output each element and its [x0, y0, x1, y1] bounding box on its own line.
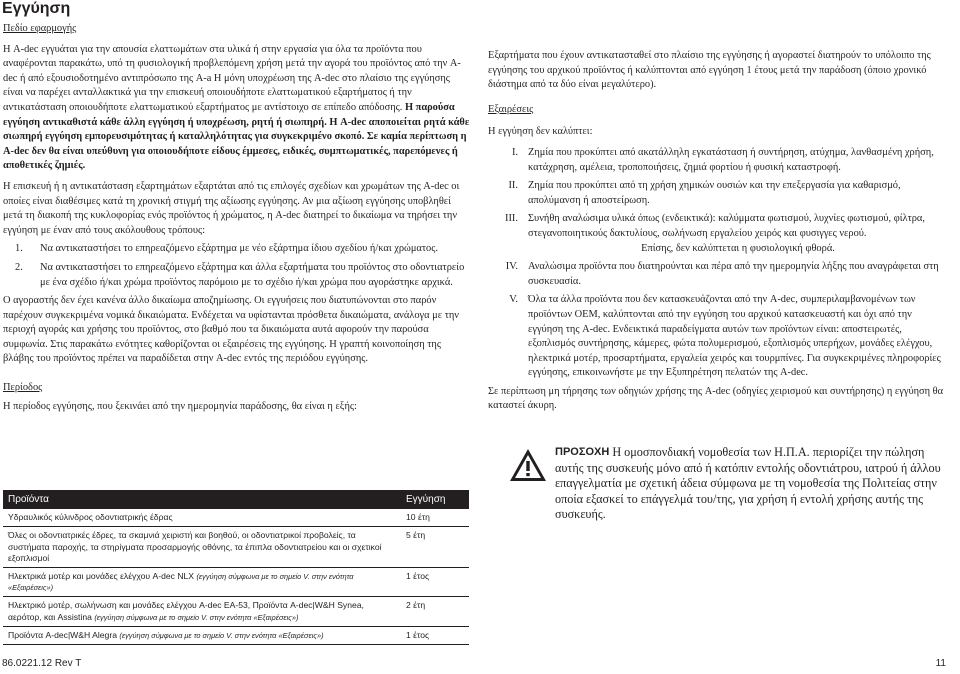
column-header-warranty: Εγγύηση	[401, 490, 469, 509]
scope-text: Η A-dec εγγυάται για την απουσία ελαττωμάτων στα υλικά ή στην εργασία για όλα τα προϊόντα που αναφέρονται παρακάτω, υπό τη φυσιολογική προβλεπόμενη χρήση μετά την αγορά του προϊόντος από την A-dec ή από εξουσιοδοτημένο αντιπρόσωπο της A-a Η μόνη υποχρέωση της A-dec στο πλαίσιο της εγγύησης είναι να παρέχει ανταλλακτικά για την επισκευή οποιουδήποτε ελαττωματικού εξαρτήματος ή την αντικατάσταση οποιουδήποτε ελαττωματικού εξαρτήματος με αντίστοιχο σε επίπεδο απόδοσης.	[3, 43, 461, 113]
list-item: 1. Να αντικαταστήσει το επηρεαζόμενο εξάρτημα με νέο εξάρτημα ίδιου σχεδίου ή/και χρώματος.	[15, 243, 438, 255]
list-item: I. Ζημία που προκύπτει από ακατάλληλη εγκατάσταση ή συντήρηση, ατύχημα, λανθασμένη χρήση, κατάχρηση, αμέλεια, τροποποιήσεις, ζημιά φορτίου ή φυσική καταστροφή.	[511, 146, 934, 173]
table-row: Όλες οι οδοντιατρικές έδρες, τα σκαμνιά χειριστή και βοηθού, οι οδοντιατρικοί προβολείς, τα συστήματα παροχής, τα στηρίγματα προσαρμογής οθόνης, τα έπιπλα οδοντιατρείου και οι σχετικοί εξοπλισμοί 5 έτη	[3, 527, 469, 568]
scope-paragraph-3: Ο αγοραστής δεν έχει κανένα άλλο δικαίωμα αποζημίωσης. Οι εγγυήσεις που διατυπώνονται στο παρόν παρέχουν συγκεκριμένα νομικά δικαιώματα. Ενδέχεται να υφίστανται πρόσθετα δικαιώματα, ανάλογα με την περιοχή αγοράς και χρήσης του προϊόντος, στο βαθμό που τα δικαιώματα αυτά αφορούν την παρούσα συμφωνία. Στις παρακάτω ενότητες καθορίζονται οι εξαιρέσεις της εγγύησης. Η γραπτή κοινοποίηση της βλάβης του προϊόντος πρέπει να παραδίδεται στην A-dec εντός της περιόδου εγγύησης.	[3, 295, 459, 365]
page-title: Εγγύηση	[2, 0, 71, 17]
period-heading: Περίοδος	[3, 382, 43, 394]
scope-paragraph-1	[3, 43, 472, 174]
replaced-parts-paragraph: Εξαρτήματα που έχουν αντικατασταθεί στο πλαίσιο της εγγύησης ή αγοραστεί διατηρούν το υπόλοιπο της εγγύησης του αρχικού προϊόντος ή καλύπτονται από εγγύηση 1 έτους μετά την παράδοση (όποιο χρονικό διάστημα από τα δύο είναι μεγαλύτερο).	[488, 50, 931, 91]
page-number: 11	[935, 658, 946, 669]
closing-paragraph: Σε περίπτωση μη τήρησης των οδηγιών χρήσης της A-dec (οδηγίες χειρισμού και συντήρησης) η εγγύηση θα καταστεί άκυρη.	[488, 385, 944, 412]
period-intro: Η περίοδος εγγύησης, που ξεκινάει από την ημερομηνία παράδοσης, θα είναι η εξής:	[3, 400, 357, 412]
caution-text: Η ομοσπονδιακή νομοθεσία των Η.Π.Α. περιορίζει την πώληση αυτής της συσκευής μόνο από ή κατόπιν εντολής οδοντιάτρου, ιατρού ή άλλου επαγγελματία με σχετική άδεια σύμφωνα με τη νομοθεσία της Πολιτείας στην οποία εξασκεί το επάγγελμά του/της, για χρήση ή εντολή χρήσης αυτής της συσκευής.	[555, 445, 941, 522]
left-column	[3, 22, 472, 414]
exclusions-list	[488, 146, 948, 381]
table-row: Ηλεκτρικό μοτέρ, σωλήνωση και μονάδες ελέγχου A-dec EA-53, Προϊόντα A-dec|W&H Synea, αερότορ, και Assistina (εγγύηση σύμφωνα με το σημείο V. στην ενότητα «Εξαιρέσεις») 2 έτη	[3, 597, 469, 626]
list-item: V. Όλα τα άλλα προϊόντα που δεν κατασκευάζονται από την A-dec, συμπεριλαμβανομένων των προϊόντων OEM, καλύπτονται από την εγγύηση του αρχικού κατασκευαστή και όχι από την εγγύηση της A-dec. Ενδεικτικά παραδείγματα αυτών των προϊόντων είναι: αποστειρωτές, εξοπλισμός συντήρησης, κάμερες, φώτα πολυμερισμού, εξοπλισμός υπερήχων, μονάδες ελέγχου, ηλεκτρικά μοτέρ, προσαρτήματα, εργαλεία χειρός και τουρμπίνες. Για συγκεκριμένες πληροφορίες εγγύησης, επικοινωνήστε με την Εξυπηρέτηση πελατών της A-dec.	[509, 294, 941, 379]
right-column	[488, 49, 948, 414]
table-header-row	[3, 490, 469, 509]
list-item: II. Ζημία που προκύπτει από τη χρήση χημικών ουσιών και την επεξεργασία για καθαρισμό, απολύμανση ή αποστείρωση.	[508, 180, 901, 206]
list-item: 2. Να αντικαταστήσει το επηρεαζόμενο εξάρτημα και άλλα εξαρτήματα του προϊόντος στο οδοντιατρείο με ένα σχέδιο ή/και χρώμα προϊόντος παρόμοιο με το σχέδιο ή/και χρώμα που αγοράστηκε αρχικά.	[15, 261, 465, 288]
list-item: III. Συνήθη αναλώσιμα υλικά όπως (ενδεικτικά): καλύμματα φωτισμού, λυχνίες φωτισμού, φίλτρα, στεγανοποιητικούς δακτυλίους, σωλήνωση εργαλείου χειρός και φυσιγγες νερού. Επίσης, δεν καλύπτεται η φυσιολογική φθορά.	[505, 213, 925, 254]
exclusions-intro: Η εγγύηση δεν καλύπτει:	[488, 126, 593, 138]
table-row: Ηλεκτρικά μοτέρ και μονάδες ελέγχου A-dec NLX (εγγύηση σύμφωνα με το σημείο V. στην ενότητα «Εξαιρέσεις») 1 έτος	[3, 568, 469, 597]
scope-disclaimer: Η παρούσα εγγύηση αντικαθιστά κάθε άλλη εγγύηση ή υποχρέωση, ρητή ή σιωπηρή. Η A-dec αποποιείται ρητά κάθε σιωπηρή εγγύηση εμπορευσιμότητας ή καταλληλότητας για συγκεκριμένο σκοπό. Σε καμία περίπτωση η A-dec δεν θα είναι υπεύθυνη για οποιουδήποτε είδους έμμεσες, ειδικές, συμπτωματικές, παρεπόμενες ή αποθετικές ζημιές.	[3, 101, 470, 172]
column-header-products: Προϊόντα	[3, 490, 401, 509]
replacement-options-list	[3, 242, 472, 290]
scope-paragraph-2: Η επισκευή ή η αντικατάσταση εξαρτημάτων εξαρτάται από τις επιλογές σχεδίων και χρωμάτων της A-dec οι οποίες είναι διαθέσιμες κατά τη χρονική στιγμή της αξίωσης εγγύησης. Αν μια αξίωση εγγύησης υποβληθεί μετά τη διακοπή της κυκλοφορίας ενός προϊόντος ή χρώματος, η A-dec διατηρεί το δικαίωμα να τηρήσει την εγγύηση με έναν από τους ακόλουθους τρόπους:	[3, 180, 460, 236]
caution-label: ΠΡΟΣΟΧΗ	[555, 446, 610, 459]
table-row: Υδραυλικός κύλινδρος οδοντιατρικής έδρας 10 έτη	[3, 509, 469, 527]
warning-triangle-icon	[508, 447, 548, 483]
document-number: 86.0221.12 Rev T	[2, 658, 82, 669]
warranty-table	[3, 490, 469, 645]
list-item: IV. Αναλώσιμα προϊόντα που διατηρούνται και πέρα από την ημερομηνία λήξης που αναγράφεται στη συσκευασία.	[505, 261, 939, 287]
caution-notice	[555, 445, 945, 523]
table-row: Προϊόντα A-dec|W&H Alegra (εγγύηση σύμφωνα με το σημείο V. στην ενότητα «Εξαιρέσεις») 1 έτος	[3, 626, 469, 644]
scope-heading: Πεδίο εφαρμογής	[3, 23, 77, 34]
exclusions-heading: Εξαιρέσεις	[488, 103, 534, 115]
